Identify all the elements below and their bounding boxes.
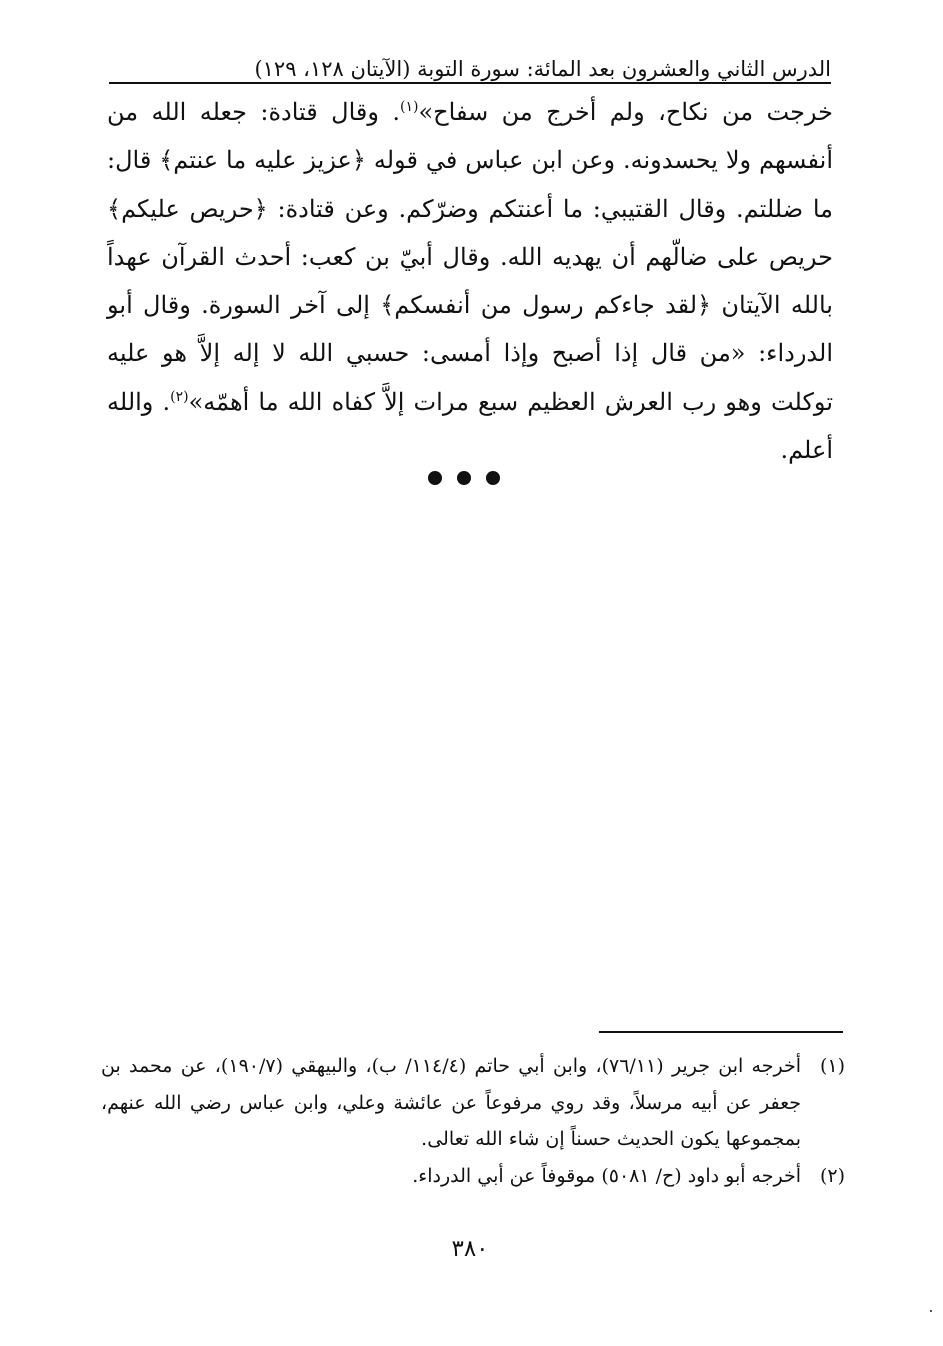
footnotes — [101, 1048, 845, 1194]
separator-dot — [486, 471, 500, 485]
footnote-number: (١) — [819, 1055, 845, 1077]
body-text-segment: خرجت من نكاح، ولم أخرج من سفاح» — [418, 98, 834, 126]
footnote-ref-1: (١) — [400, 99, 419, 115]
running-header: الدرس الثاني والعشرون بعد المائة: سورة التوبة (الآيتان ١٢٨، ١٢٩) — [254, 57, 831, 81]
body-text-segment: . وقال قتادة: جعله الله من أنفسهم ولا يحسدونه. وعن ابن عباس في قوله ﴿عزيز عليه ما عنتم﴾ قال: ما ضللتم. وقال القتيبي: ما أعنتكم وضرّكم. وعن قتادة: ﴿حريص عليكم﴾ حريص على ضالّهم أن يهديه الله. وقال أبيّ بن كعب: أحدث القرآن عهداً بالله الآيتان ﴿لقد جاءكم رسول من أنفسكم﴾ إلى آخر السورة. وقال أبو الدرداء: «من قال إذا أصبح وإذا أمسى: حسبي الله لا إله إلاَّ هو عليه توكلت وهو رب العرش العظيم سبع مرات إلاَّ كفاه الله ما أهمّه» — [107, 98, 834, 416]
footnote-number: (٢) — [819, 1164, 845, 1187]
footnote-text: أخرجه ابن جرير (٧٦/١١)، وابن أبي حاتم (١١٤/٤/ ب)، والبيهقي (١٩٠/٧)، عن محمد بن جعفر عن أبيه مرسلاً، وقد روي مرفوعاً عن عائشة وعلي، وابن عباس رضي الله عنهم، بمجموعها يكون الحديث حسناً إن شاء الله تعالى. — [101, 1055, 801, 1150]
footnote-1 — [101, 1048, 845, 1158]
footnote-text: أخرجه أبو داود (ح/ ٥٠٨١) موقوفاً عن أبي الدرداء. — [412, 1164, 801, 1187]
footnote-ref-2: (٢) — [170, 388, 189, 405]
section-separator — [428, 470, 500, 486]
separator-dot — [457, 471, 471, 485]
body-paragraph — [107, 88, 833, 474]
body-text-segment: . والله أعلم. — [107, 387, 833, 465]
footnote-rule — [599, 1031, 843, 1033]
header-rule — [109, 82, 831, 84]
page-number: ٣٨٠ — [451, 1236, 489, 1262]
footnote-2 — [101, 1158, 845, 1195]
separator-dot — [428, 471, 442, 485]
scan-speck — [930, 1310, 932, 1312]
